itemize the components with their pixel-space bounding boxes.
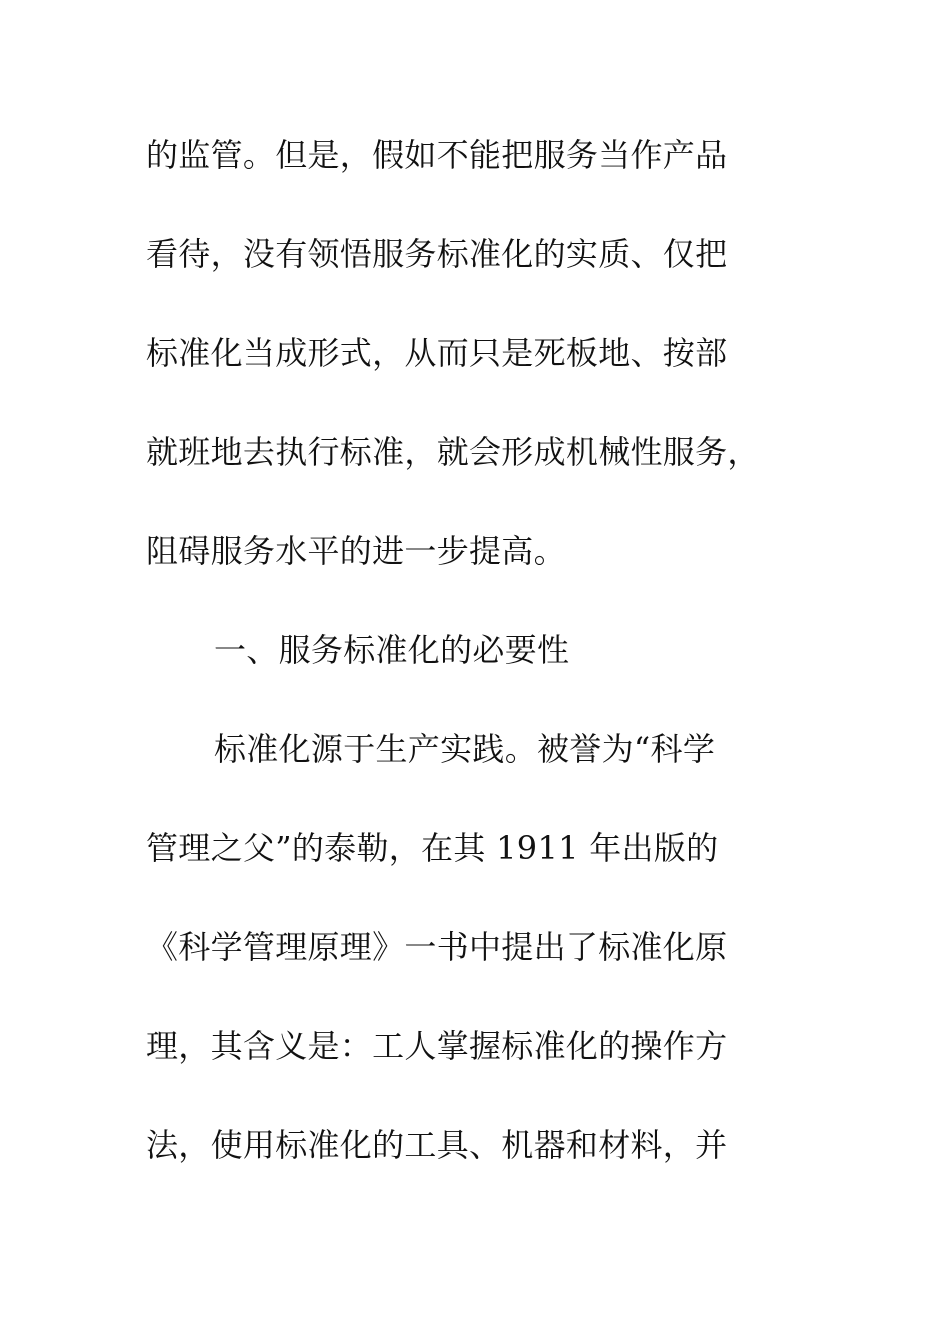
text-line: 管理之父”的泰勒，在其 1911 年出版的 xyxy=(146,829,719,867)
text-line: 标准化当成形式，从而只是死板地、按部 xyxy=(146,334,728,372)
text-line: 的监管。但是，假如不能把服务当作产品 xyxy=(146,136,728,174)
text-line: 《科学管理原理》一书中提出了标准化原 xyxy=(146,928,728,966)
text-line: 理，其含义是：工人掌握标准化的操作方 xyxy=(146,1027,728,1065)
text-line: 看待，没有领悟服务标准化的实质、仅把 xyxy=(146,235,728,273)
section-heading: 一、服务标准化的必要性 xyxy=(214,631,570,669)
text-line: 阻碍服务水平的进一步提高。 xyxy=(146,532,566,570)
text-line: 标准化源于生产实践。被誉为“科学 xyxy=(214,730,716,768)
body-text xyxy=(146,125,806,1214)
text-line: 法，使用标准化的工具、机器和材料，并 xyxy=(146,1126,728,1164)
text-line: 就班地去执行标准，就会形成机械性服务， xyxy=(146,433,760,471)
